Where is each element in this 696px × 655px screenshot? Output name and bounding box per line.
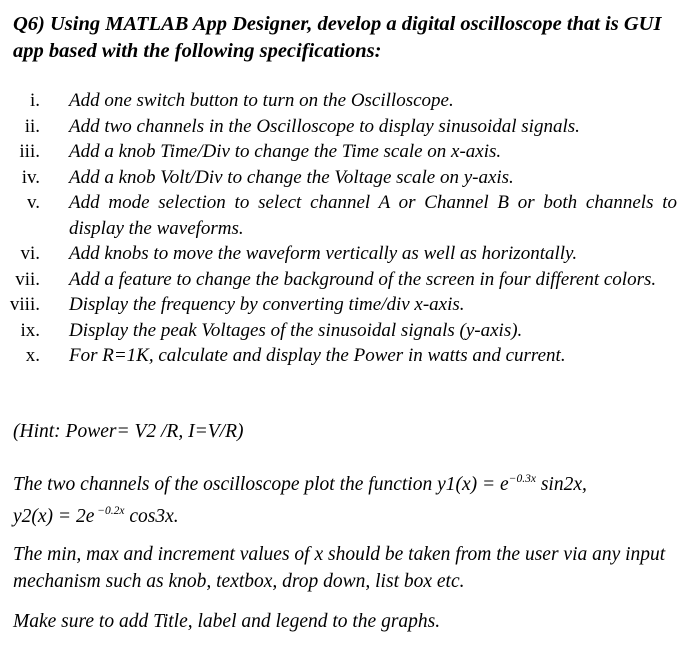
spec-text: Add a knob Time/Div to change the Time scale on x-axis.	[69, 141, 502, 162]
hint-text: (Hint: Power= V2 /R, I=V/R)	[13, 421, 244, 442]
spec-item	[0, 165, 696, 191]
final-instruction: Make sure to add Title, label and legend to the graphs.	[13, 611, 441, 632]
spec-number: vi.	[20, 243, 40, 264]
input-instruction: The min, max and increment values of x should be taken from the user via any input mechanism such as knob, textbox, drop down, list box etc.	[13, 544, 666, 592]
spec-item	[0, 292, 696, 318]
spec-text: Add one switch button to turn on the Oscilloscope.	[69, 90, 454, 111]
spec-number: x.	[25, 345, 40, 366]
spec-item	[0, 139, 696, 165]
spec-item	[0, 318, 696, 344]
spec-number: viii.	[9, 294, 40, 315]
y2-exponent: −0.2x	[94, 505, 125, 517]
function-intro: The two channels of the oscilloscope plot the function	[13, 474, 438, 495]
spec-text: For R=1K, calculate and display the Power in watts and current.	[69, 345, 566, 366]
spec-text: Add a feature to change the background of the screen in four different colors.	[69, 268, 657, 290]
spec-text: Add mode selection to select channel A or Channel B or both channels to display the waveforms.	[69, 192, 677, 239]
y1-exponent: −0.3x	[508, 473, 536, 485]
y2-function-rhs: cos3x	[124, 506, 174, 527]
specification-list	[0, 88, 696, 369]
spec-text: Add knobs to move the waveform vertically as well as horizontally.	[69, 243, 578, 264]
spec-item	[0, 114, 696, 140]
spec-number: i.	[29, 90, 40, 111]
spec-item	[0, 343, 696, 369]
spec-number: ix.	[20, 319, 40, 341]
spec-item	[0, 267, 696, 293]
spec-number: vii.	[15, 268, 40, 290]
y1-function-lhs: y1(x) = e	[437, 474, 509, 495]
spec-number: iv.	[21, 166, 40, 188]
y1-function-rhs: sin2x,	[535, 474, 587, 495]
spec-number: ii.	[24, 115, 40, 137]
function-end: .	[173, 506, 179, 527]
spec-text: Display the frequency by converting time/div x-axis.	[69, 294, 465, 315]
spec-item	[0, 241, 696, 267]
y2-function-lhs: y2(x) = 2e	[13, 506, 95, 527]
spec-item	[0, 190, 696, 241]
spec-number: v.	[26, 192, 40, 213]
spec-item	[0, 88, 696, 114]
spec-number: iii.	[19, 141, 40, 162]
spec-text: Add a knob Volt/Div to change the Voltage scale on y-axis.	[69, 166, 514, 188]
question-title: Q6) Using MATLAB App Designer, develop a digital oscilloscope that is GUI app based with the following specifications:	[13, 13, 662, 62]
spec-text: Add two channels in the Oscilloscope to display sinusoidal signals.	[69, 115, 580, 137]
function-definition	[13, 466, 678, 530]
spec-text: Display the peak Voltages of the sinusoidal signals (y-axis).	[69, 319, 523, 341]
